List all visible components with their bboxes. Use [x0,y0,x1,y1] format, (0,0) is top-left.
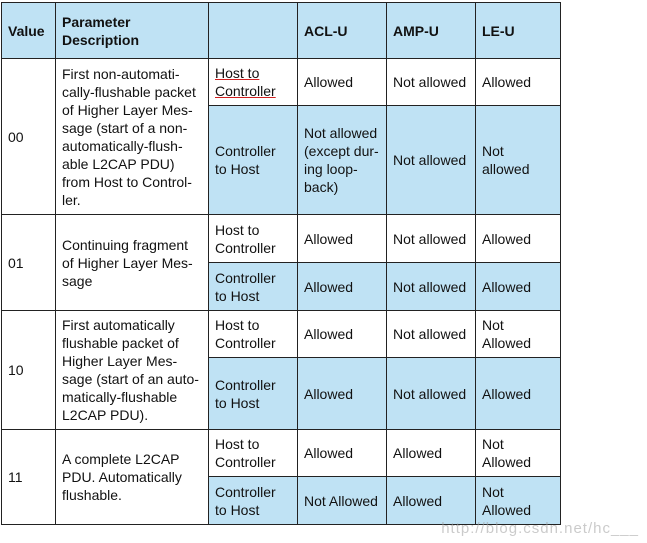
table-row [2,215,561,263]
header-value: Value [2,3,56,59]
header-direction [209,3,298,59]
acl-cell: Allowed [298,215,387,263]
acl-cell: Not allowed (except dur-ing loop-back) [298,106,387,215]
direction-cell: Controller to Host [209,358,298,430]
le-cell: Not Allowed [476,311,561,358]
direction-cell: Controller to Host [209,477,298,525]
direction-cell: Controller to Host [209,263,298,311]
direction-cell: Host to Controller [209,430,298,477]
le-cell: Allowed [476,215,561,263]
header-le-u: LE-U [476,3,561,59]
header-acl-u: ACL-U [298,3,387,59]
le-cell: Not allowed [476,106,561,215]
table-row [2,59,561,106]
header-row [2,3,561,59]
direction-cell: Controller to Host [209,106,298,215]
description-cell: First automatically flushable packet of Higher Layer Mes-sage (start of an auto-matically-flushable L2CAP PDU). [56,311,209,430]
le-cell: Allowed [476,59,561,106]
value-cell: 11 [2,430,56,525]
acl-cell: Allowed [298,311,387,358]
header-amp-u: AMP-U [387,3,476,59]
watermark: http://blog.csdn.net/hc___ [441,520,639,537]
direction-cell [209,59,298,106]
acl-cell: Allowed [298,358,387,430]
amp-cell: Not allowed [387,358,476,430]
value-cell: 01 [2,215,56,311]
le-cell: Not Allowed [476,477,561,525]
amp-cell: Not allowed [387,59,476,106]
le-cell: Not Allowed [476,430,561,477]
amp-cell: Not allowed [387,106,476,215]
amp-cell: Allowed [387,477,476,525]
acl-cell: Allowed [298,59,387,106]
amp-cell: Not allowed [387,215,476,263]
description-cell: A complete L2CAP PDU. Automatically flushable. [56,430,209,525]
table-row [2,430,561,477]
value-cell: 10 [2,311,56,430]
direction-text: Host to Controller [215,65,276,99]
acl-cell: Allowed [298,263,387,311]
description-cell: First non-automati-cally-flushable packet of Higher Layer Mes-sage (start of a non-automatically-flush-able L2CAP PDU) from Host to Control-ler. [56,59,209,215]
direction-cell: Host to Controller [209,215,298,263]
amp-cell: Not allowed [387,263,476,311]
amp-cell: Not allowed [387,311,476,358]
amp-cell: Allowed [387,430,476,477]
acl-cell: Allowed [298,430,387,477]
table-row [2,311,561,358]
acl-cell: Not Allowed [298,477,387,525]
direction-cell: Host to Controller [209,311,298,358]
packet-boundary-flag-table [1,2,561,525]
header-parameter-description: Parameter Description [56,3,209,59]
le-cell: Allowed [476,358,561,430]
description-cell: Continuing fragment of Higher Layer Mes-sage [56,215,209,311]
value-cell: 00 [2,59,56,215]
le-cell: Allowed [476,263,561,311]
